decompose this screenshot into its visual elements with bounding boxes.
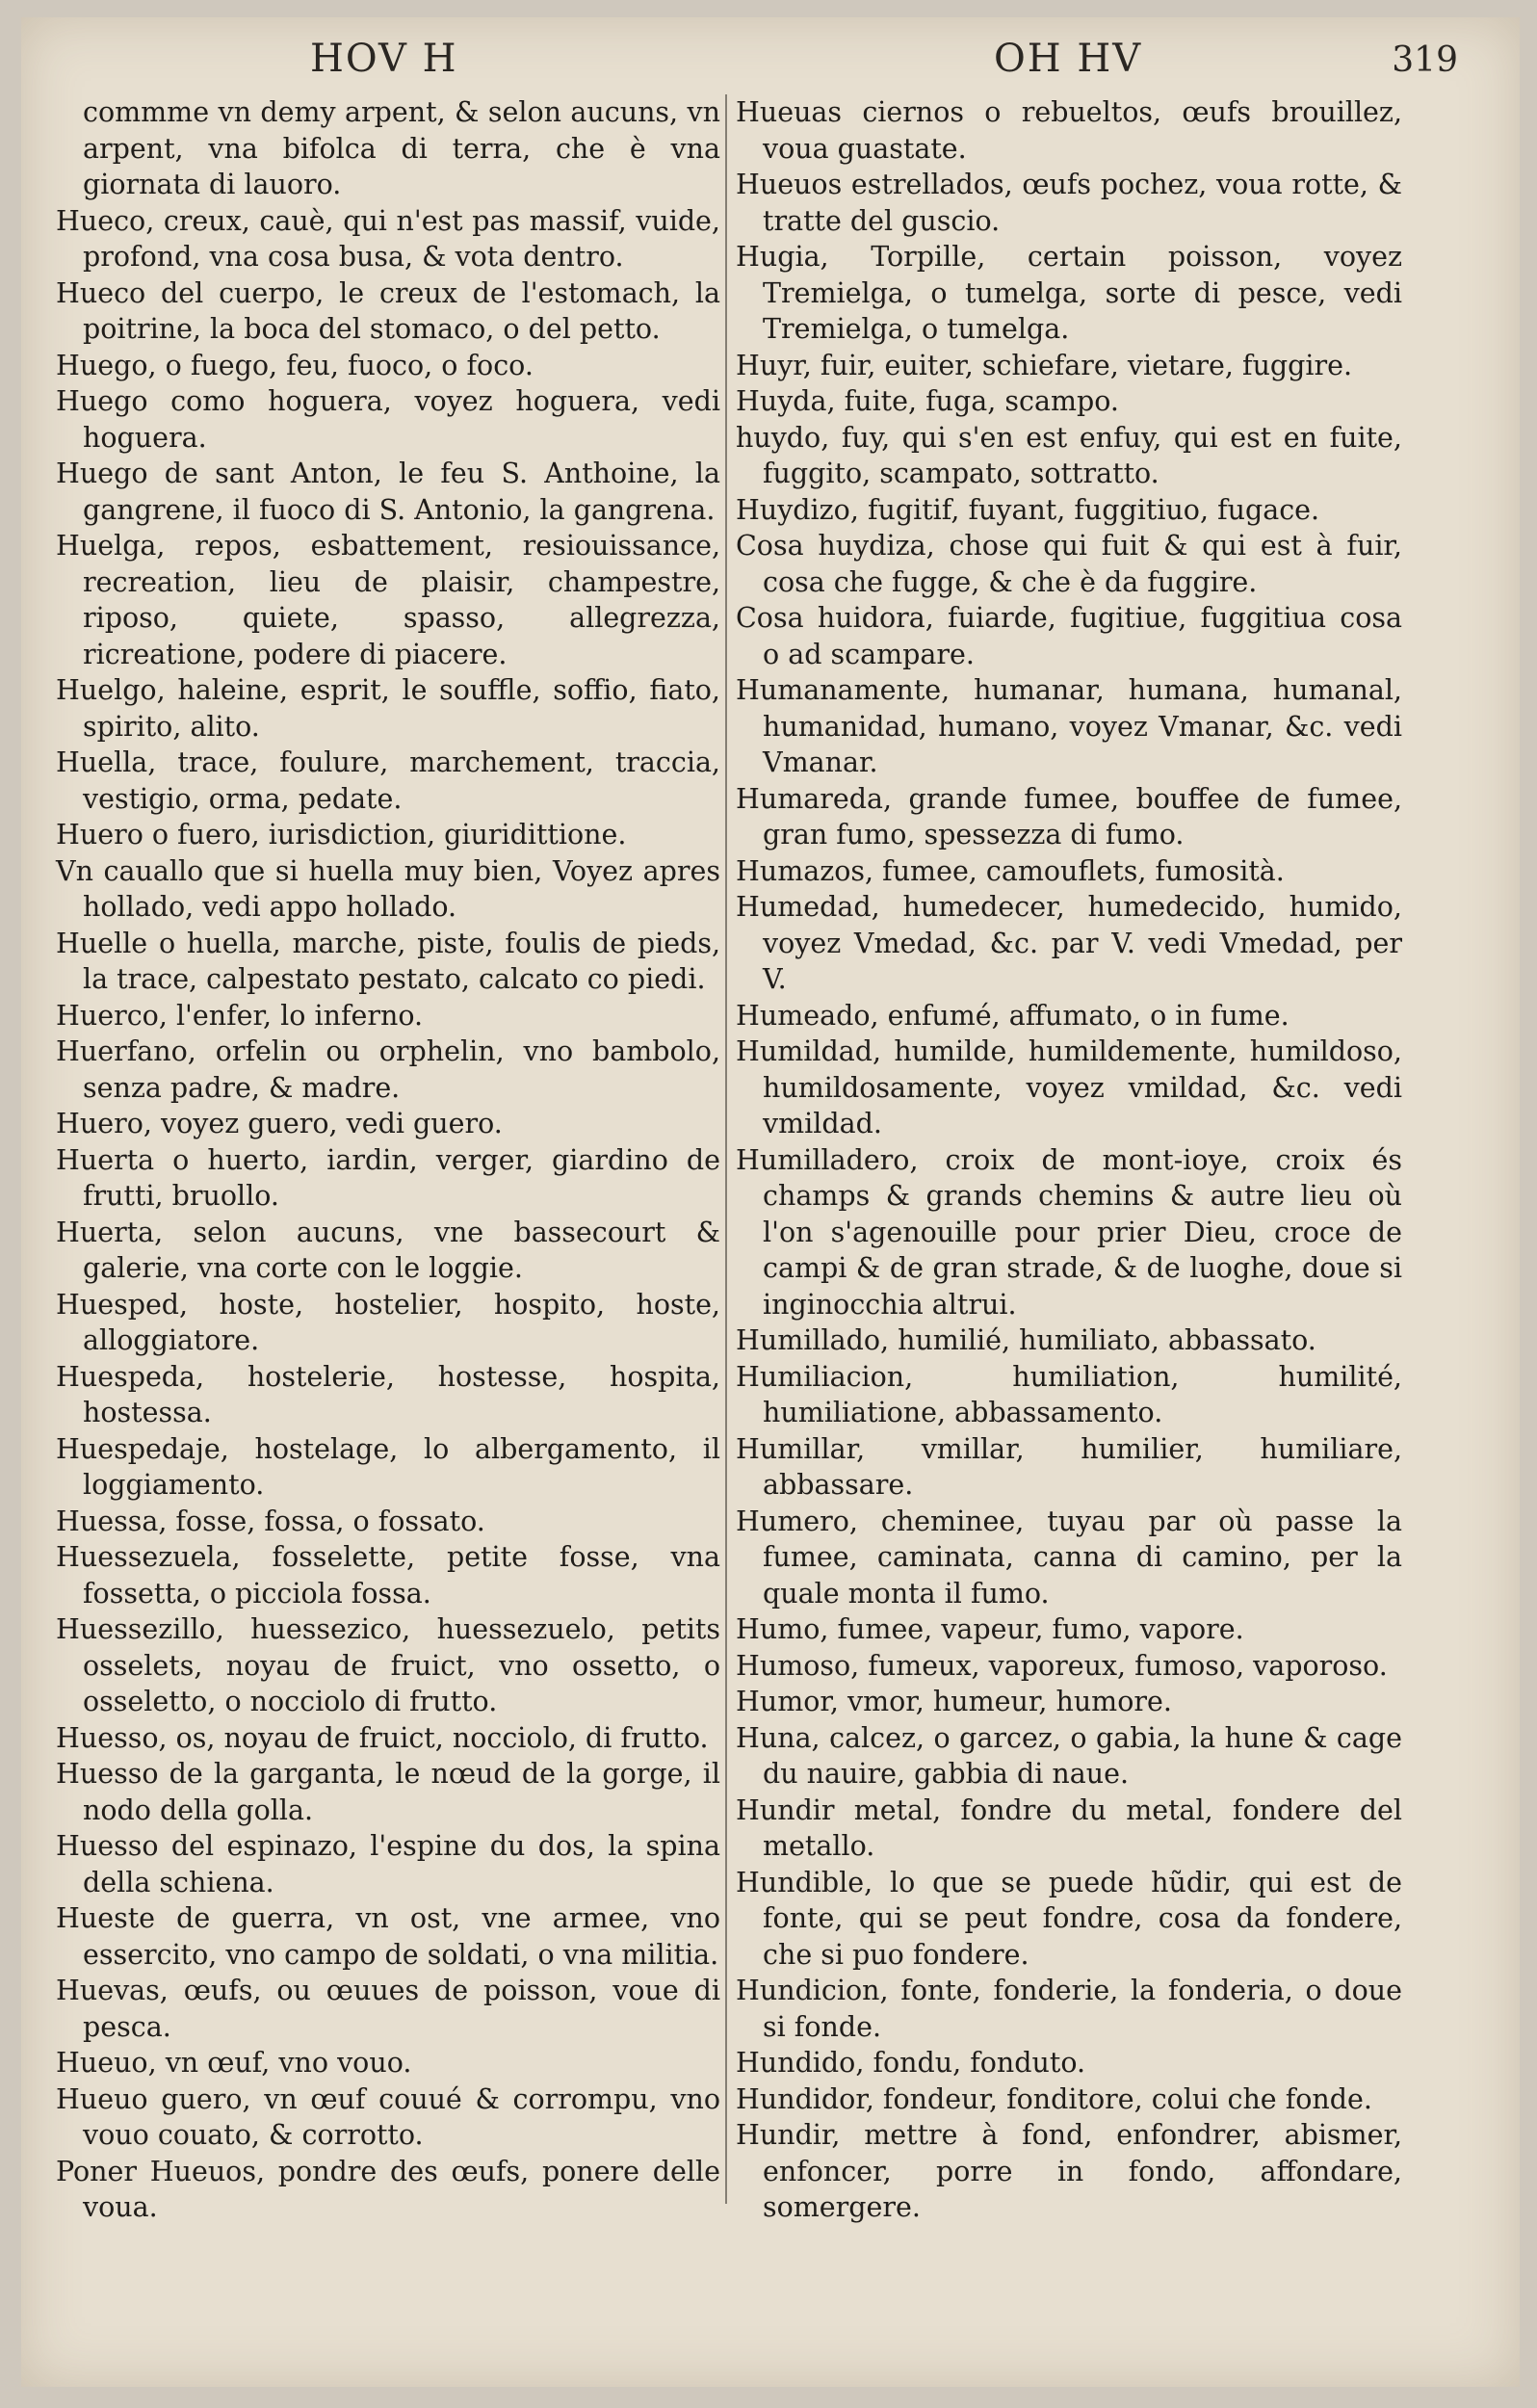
dictionary-entry: Huevas, œufs, ou œuues de poisson, voue di pesca. bbox=[56, 1975, 720, 2043]
dictionary-entry: Humazos, fumee, camouflets, fumosità. bbox=[736, 854, 1285, 887]
dictionary-entry: Huerta, selon aucuns, vne bassecourt & galerie, vna corte con le loggie. bbox=[56, 1216, 720, 1284]
dictionary-entry: Huyda, fuite, fuga, scampo. bbox=[736, 385, 1119, 417]
running-head-right: OH HV bbox=[994, 37, 1143, 81]
dictionary-entry: Hundido, fondu, fonduto. bbox=[736, 2047, 1086, 2079]
dictionary-entry: Huego, o fuego, feu, fuoco, o foco. bbox=[56, 349, 534, 381]
dictionary-entry: Hueuo, vn œuf, vno vouo. bbox=[56, 2047, 412, 2079]
dictionary-entry: Huessezillo, huessezico, huessezuelo, petits osselets, noyau de fruict, vno ossetto, o osseletto, o nocciolo di frutto. bbox=[56, 1613, 720, 1717]
dictionary-entry: Hundir metal, fondre du metal, fondere del metallo. bbox=[736, 1793, 1402, 1862]
dictionary-entry: Huespedaje, hostelage, lo albergamento, il loggiamento. bbox=[56, 1432, 720, 1501]
dictionary-entry: Hueuos estrellados, œufs pochez, voua rotte, & tratte del guscio. bbox=[736, 169, 1402, 237]
dictionary-entry: Cosa huidora, fuiarde, fugitiue, fuggitiua cosa o ad scampare. bbox=[736, 602, 1402, 670]
dictionary-entry: Huelgo, haleine, esprit, le souffle, soffio, fiato, spirito, alito. bbox=[56, 674, 720, 743]
dictionary-entry: Humedad, humedecer, humedecido, humido, voyez Vmedad, &c. par V. vedi Vmedad, per V. bbox=[736, 891, 1402, 995]
dictionary-entry: Humildad, humilde, humildemente, humildoso, humildosamente, voyez vmildad, &c. vedi vmildad. bbox=[736, 1035, 1402, 1139]
dictionary-entry: Huego como hoguera, voyez hoguera, vedi hoguera. bbox=[56, 385, 720, 454]
dictionary-entry: Humilladero, croix de mont-ioye, croix és champs & grands chemins & autre lieu où l'on s'agenouille pour prier Dieu, croce de campi & de gran strade, & de luoghe, doue si inginocchia altrui. bbox=[736, 1143, 1402, 1321]
page-number: 319 bbox=[1392, 40, 1458, 80]
dictionary-entry: Huna, calcez, o garcez, o gabia, la hune & cage du nauire, gabbia di naue. bbox=[736, 1721, 1402, 1790]
dictionary-entry: Huesso, os, noyau de fruict, nocciolo, di frutto. bbox=[56, 1721, 709, 1754]
dictionary-entry: huydo, fuy, qui s'en est enfuy, qui est en fuite, fuggito, scampato, sottratto. bbox=[736, 421, 1402, 489]
running-head-left: HOV H bbox=[310, 37, 458, 81]
dictionary-entry: Huesped, hoste, hostelier, hospito, hoste, alloggiatore. bbox=[56, 1288, 720, 1356]
dictionary-entry: Humero, cheminee, tuyau par où passe la fumee, caminata, canna di camino, per la quale monta il fumo. bbox=[736, 1505, 1402, 1610]
dictionary-entry: Humiliacion, humiliation, humilité, humiliatione, abbassamento. bbox=[736, 1360, 1402, 1428]
dictionary-entry: Hueuo guero, vn œuf couué & corrompu, vno vouo couato, & corrotto. bbox=[56, 2082, 720, 2151]
dictionary-entry: Humillar, vmillar, humilier, humiliare, abbassare. bbox=[736, 1432, 1402, 1501]
dictionary-entry: Humillado, humilié, humiliato, abbassato. bbox=[736, 1324, 1316, 1356]
dictionary-entry: Poner Hueuos, pondre des œufs, ponere delle voua. bbox=[56, 2155, 720, 2223]
dictionary-entry: Hueuas ciernos o rebueltos, œufs brouillez, voua guastate. bbox=[736, 96, 1402, 165]
dictionary-entry: Huyr, fuir, euiter, schiefare, vietare, fuggire. bbox=[736, 349, 1353, 381]
dictionary-entry: Humo, fumee, vapeur, fumo, vapore. bbox=[736, 1613, 1244, 1645]
dictionary-entry: Hundible, lo que se puede hũdir, qui est de fonte, qui se peut fondre, cosa da fondere, che si puo fondere. bbox=[736, 1866, 1402, 1971]
dictionary-entry: Huelga, repos, esbattement, resiouissance, recreation, lieu de plaisir, champestre, riposo, quiete, spasso, allegrezza, ricreatione, podere di piacere. bbox=[56, 530, 720, 670]
dictionary-entry: Huespeda, hostelerie, hostesse, hospita, hostessa. bbox=[56, 1360, 720, 1428]
dictionary-entry: Huerco, l'enfer, lo inferno. bbox=[56, 999, 424, 1032]
dictionary-entry: Huero, voyez guero, vedi guero. bbox=[56, 1108, 503, 1139]
dictionary-entry: Humareda, grande fumee, bouffee de fumee, gran fumo, spessezza di fumo. bbox=[736, 782, 1402, 851]
dictionary-entry: Humor, vmor, humeur, humore. bbox=[736, 1686, 1172, 1717]
dictionary-entry: Hundidor, fondeur, fonditore, colui che fonde. bbox=[736, 2082, 1372, 2115]
dictionary-entry: Huerfano, orfelin ou orphelin, vno bambolo, senza padre, & madre. bbox=[56, 1035, 720, 1104]
dictionary-entry: Huessa, fosse, fossa, o fossato. bbox=[56, 1505, 485, 1537]
dictionary-entry: Huesso del espinazo, l'espine du dos, la spina della schiena. bbox=[56, 1830, 720, 1898]
dictionary-entry: Huella, trace, foulure, marchement, traccia, vestigio, orma, pedate. bbox=[56, 746, 720, 815]
dictionary-entry: Hueste de guerra, vn ost, vne armee, vno essercito, vno campo de soldati, o vna militia. bbox=[56, 1902, 720, 1971]
dictionary-page bbox=[21, 17, 1520, 2387]
dictionary-entry: Hundicion, fonte, fonderie, la fonderia, o doue si fonde. bbox=[736, 1975, 1402, 2043]
dictionary-entry: Hueco del cuerpo, le creux de l'estomach, la poitrine, la boca del stomaco, o del petto. bbox=[56, 276, 720, 345]
dictionary-entry: Huego de sant Anton, le feu S. Anthoine, la gangrene, il fuoco di S. Antonio, la gangrena. bbox=[56, 458, 720, 526]
dictionary-entry: Hugia, Torpille, certain poisson, voyez Tremielga, o tumelga, sorte di pesce, vedi Tremielga, o tumelga. bbox=[736, 241, 1402, 345]
dictionary-entry: commme vn demy arpent, & selon aucuns, vn arpent, vna bifolca di terra, che è vna giornata di lauoro. bbox=[83, 96, 720, 200]
column-divider bbox=[725, 94, 727, 2204]
dictionary-entry: Huelle o huella, marche, piste, foulis de pieds, la trace, calpestato pestato, calcato co piedi. bbox=[56, 927, 720, 995]
dictionary-entry: Humanamente, humanar, humana, humanal, humanidad, humano, voyez Vmanar, &c. vedi Vmanar. bbox=[736, 674, 1402, 778]
left-column bbox=[56, 94, 720, 2223]
right-column bbox=[736, 94, 1402, 2223]
dictionary-entry: Humeado, enfumé, affumato, o in fume. bbox=[736, 999, 1290, 1032]
dictionary-entry: Hundir, mettre à fond, enfondrer, abismer, enfoncer, porre in fondo, affondare, somergere. bbox=[736, 2119, 1402, 2223]
dictionary-entry: Cosa huydiza, chose qui fuit & qui est à fuir, cosa che fugge, & che è da fuggire. bbox=[736, 530, 1402, 598]
dictionary-entry: Huessezuela, fosselette, petite fosse, vna fossetta, o picciola fossa. bbox=[56, 1541, 720, 1610]
dictionary-entry: Huesso de la garganta, le nœud de la gorge, il nodo della golla. bbox=[56, 1758, 720, 1826]
dictionary-entry: Huerta o huerto, iardin, verger, giardino de frutti, bruollo. bbox=[56, 1143, 720, 1212]
dictionary-entry: Vn cauallo que si huella muy bien, Voyez apres hollado, vedi appo hollado. bbox=[56, 854, 720, 923]
dictionary-entry: Huero o fuero, iurisdiction, giuridittione. bbox=[56, 819, 627, 851]
dictionary-entry: Hueco, creux, cauè, qui n'est pas massif, vuide, profond, vna cosa busa, & vota dentro. bbox=[56, 204, 720, 273]
dictionary-entry: Humoso, fumeux, vaporeux, fumoso, vaporoso. bbox=[736, 1649, 1388, 1682]
dictionary-entry: Huydizo, fugitif, fuyant, fuggitiuo, fugace. bbox=[736, 493, 1320, 526]
